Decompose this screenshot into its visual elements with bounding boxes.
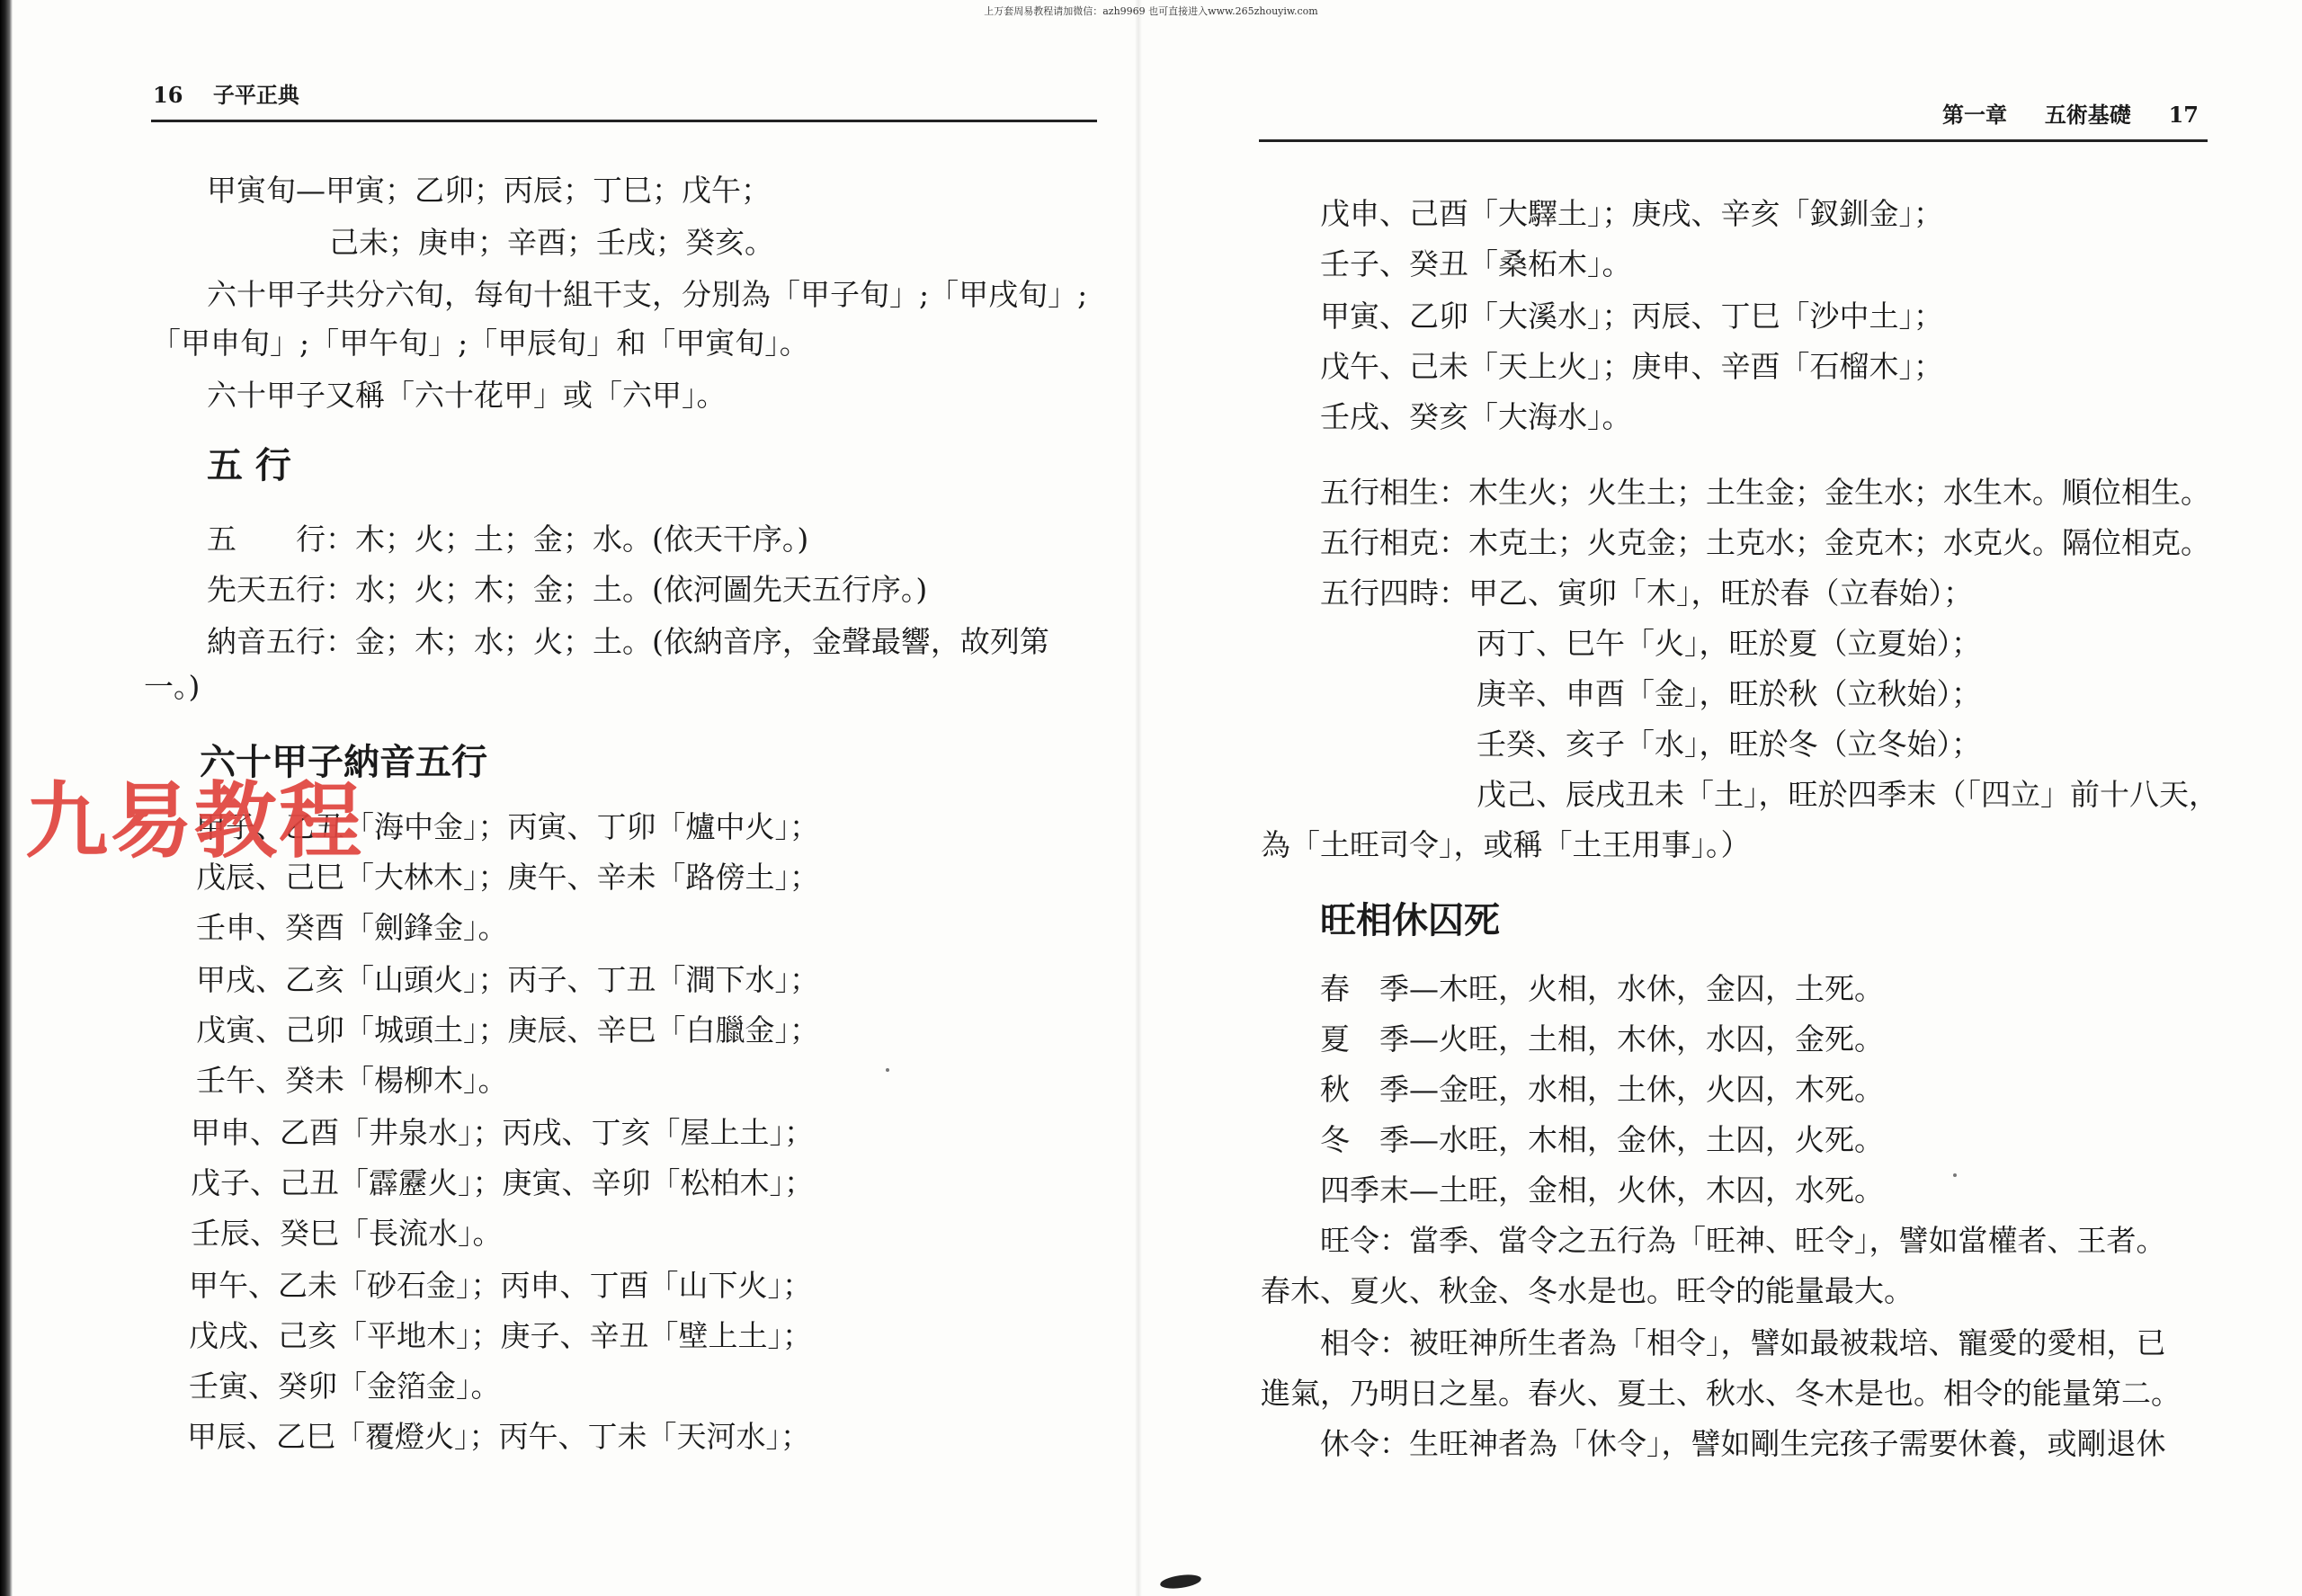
text-line: 先天五行：水；火；木；金；土。(依河圖先天五行序。) [207, 572, 928, 607]
text-line: 壬午、癸未「楊柳木」。 [196, 1063, 508, 1098]
text-line: 秋 季—金旺，水相，土休，火囚，木死。 [1320, 1072, 1884, 1107]
text-line: 壬申、癸酉「劍鋒金」。 [196, 910, 508, 945]
text-line: 壬子、癸丑「桑柘木」。 [1320, 246, 1632, 281]
section-heading: 六十甲子納音五行 [200, 741, 487, 783]
text-line: 甲申、乙酉「井泉水」；丙戌、丁亥「屋上土」； [191, 1115, 814, 1150]
text-line: 庚辛、申酉「金」，旺於秋（立秋始）； [1477, 676, 1981, 711]
text-line: 為「土旺司令」，或稱「土王用事」。） [1261, 827, 1751, 862]
text-line: 戊子、己丑「霹靂火」；庚寅、辛卯「松柏木」； [191, 1165, 814, 1200]
text-line: 甲寅、乙卯「大溪水」；丙辰、丁巳「沙中土」； [1320, 299, 1943, 334]
text-line: 春木、夏火、秋金、冬水是也。旺令的能量最大。 [1261, 1273, 1914, 1308]
header-rule [151, 120, 1097, 122]
text-line: 六十甲子又稱「六十花甲」或「六甲」。 [207, 378, 727, 413]
section-heading: 旺相休囚死 [1320, 899, 1500, 941]
text-line: 甲寅旬—甲寅；乙卯；丙辰；丁巳；戊午； [207, 173, 771, 208]
running-title: 子平正典 [212, 82, 299, 108]
text-line: 旺令：當季、當令之五行為「旺神、旺令」，譬如當權者、王者。 [1320, 1223, 2166, 1258]
text-line: 夏 季—火旺，土相，木休，水囚，金死。 [1320, 1021, 1884, 1057]
top-banner: 上万套周易教程请加微信：azh9969 也可直接进入www.265zhouyiw.com [984, 5, 1318, 17]
text-line: 四季末—土旺，金相，火休，木囚，水死。 [1320, 1172, 1884, 1208]
text-line: 休令：生旺神者為「休令」，譬如剛生完孩子需要休養，或剛退休 [1320, 1426, 2166, 1461]
text-line: 壬辰、癸巳「長流水」。 [191, 1216, 503, 1251]
text-line: 戊申、己酉「大驛土」；庚戌、辛亥「釵釧金」； [1320, 196, 1943, 231]
text-line: 壬戌、癸亥「大海水」。 [1320, 399, 1632, 434]
text-line: 戊午、己未「天上火」；庚申、辛酉「石榴木」； [1320, 349, 1943, 384]
chapter-label: 第一章 [1942, 102, 2008, 128]
text-line: 進氣，乃明日之星。春火、夏土、秋水、冬木是也。相令的能量第二。 [1261, 1376, 2181, 1411]
text-line: 五 行：木；火；土；金；水。(依天干序。) [207, 522, 809, 557]
scan-smudge [1159, 1573, 1202, 1591]
page-number: 16 [153, 82, 183, 108]
text-line: 壬寅、癸卯「金箔金」。 [189, 1369, 501, 1404]
scan-speck [1953, 1173, 1957, 1177]
text-line: 納音五行：金；木；水；火；土。(依納音序，金聲最響，故列第 [207, 624, 1049, 659]
scan-speck [886, 1068, 889, 1072]
book-spine-shadow [0, 0, 13, 1596]
text-line: 「甲申旬」;「甲午旬」;「甲辰旬」和「甲寅旬」。 [151, 325, 809, 361]
book-gutter [1135, 0, 1142, 1596]
text-line: 己未；庚申；辛酉；壬戌；癸亥。 [329, 225, 774, 260]
text-line: 戊寅、己卯「城頭土」；庚辰、辛巳「白臘金」； [196, 1012, 819, 1048]
text-line: 五行相克：木克土；火克金；土克水；金克木；水克火。隔位相克。 [1320, 525, 2210, 560]
text-line: 冬 季—水旺，木相，金休，土囚，火死。 [1320, 1122, 1884, 1157]
watermark-logo: 九易教程 [25, 773, 364, 869]
text-line: 一。) [144, 669, 201, 704]
text-line: 五行相生：木生火；火生土；土生金；金生水；水生木。順位相生。 [1320, 475, 2210, 510]
right-page [1259, 0, 2218, 1596]
right-page-header [1942, 97, 2199, 129]
text-line: 戊己、辰戌丑未「土」，旺於四季末（「四立」前十八天， [1477, 777, 2218, 812]
left-page-header [153, 77, 299, 109]
text-line: 壬癸、亥子「水」，旺於冬（立冬始）； [1477, 727, 1981, 762]
text-line: 甲子、乙丑「海中金」；丙寅、丁卯「爐中火」； [196, 809, 819, 844]
header-rule [1259, 139, 2208, 142]
text-line: 戊戌、己亥「平地木」；庚子、辛丑「壁上土」； [189, 1318, 812, 1353]
text-line: 春 季—木旺，火相，水休，金囚，土死。 [1320, 971, 1884, 1006]
text-line: 相令：被旺神所生者為「相令」，譬如最被栽培、寵愛的愛相，已 [1320, 1325, 2166, 1360]
text-line: 五行四時：甲乙、寅卯「木」，旺於春（立春始）； [1320, 575, 1973, 611]
text-line: 甲辰、乙巳「覆燈火」；丙午、丁未「天河水」； [187, 1419, 810, 1454]
section-heading: 五 行 [207, 444, 291, 486]
page-number: 17 [2168, 102, 2199, 128]
section-label: 五術基礎 [2044, 102, 2131, 128]
text-line: 丙丁、巳午「火」，旺於夏（立夏始）； [1477, 626, 1981, 661]
text-line: 六十甲子共分六旬，每旬十組干支，分別為「甲子旬」;「甲戌旬」; [207, 277, 1088, 312]
text-line: 甲午、乙未「砂石金」；丙申、丁酉「山下火」； [189, 1268, 812, 1303]
text-line: 戊辰、己巳「大林木」；庚午、辛未「路傍土」； [196, 860, 819, 895]
text-line: 甲戌、乙亥「山頭火」；丙子、丁丑「澗下水」； [196, 962, 819, 997]
